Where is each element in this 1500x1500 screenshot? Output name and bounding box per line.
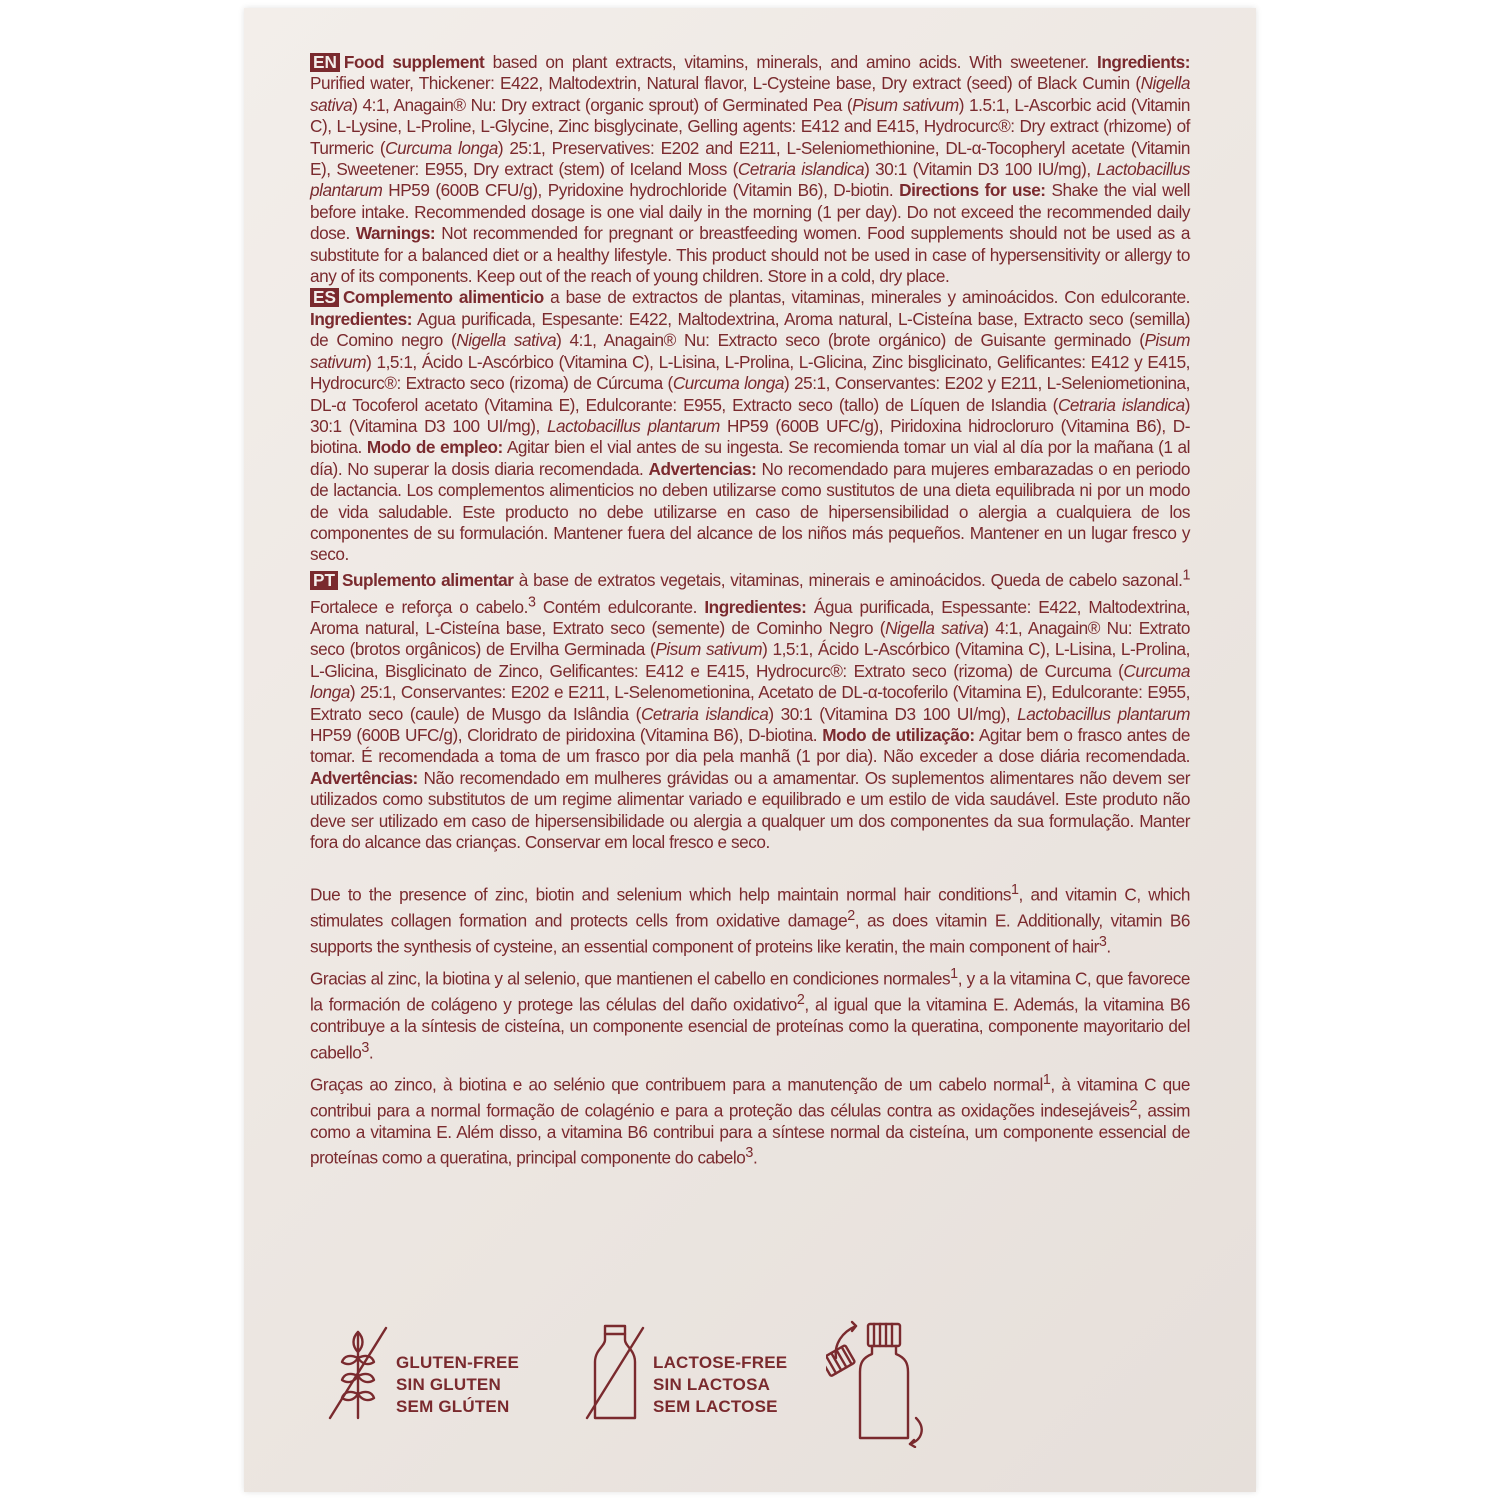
claim-pt xyxy=(310,1070,1190,1170)
italic-species-name: Nigella sativa xyxy=(885,618,984,639)
bold-heading: Food supplement xyxy=(343,52,485,72)
italic-species-name: Cetraria islandica xyxy=(640,703,769,724)
text-run: ) 1,5:1, Ácido L-Ascórbico (Vitamina C), L-Lisina, L-Prolina, L-Glicina, Bisglicinato de Zinco, Gelificantes: E412 e E415, Hydrocurc®: Extrato seco (rizoma) de Curcuma ( xyxy=(310,639,1190,681)
lactose-free-label-pt: SEM LACTOSE xyxy=(653,1397,778,1416)
bold-heading: Ingredientes: xyxy=(704,596,807,617)
text-run: à base de extratos vegetais, vitaminas, minerais e aminoácidos. Queda de cabelo sazonal. xyxy=(513,570,1183,591)
section-pt-text xyxy=(310,567,1191,853)
text-run: Agua purificada, Espesante: E422, Maltodextrina, Aroma natural, L-Cisteína base, Extracto seco (semilla) de Comino negro ( xyxy=(310,308,1190,351)
text-run: , à vitamina C que contribui para a normal formação de colagénio e para a proteção das células contra as oxidações indesejáveis xyxy=(310,1074,1190,1121)
text-run: . xyxy=(752,1148,758,1169)
italic-species-name: Pisum sativum xyxy=(310,330,1191,372)
text-run: Due to the presence of zinc, biotin and selenium which help maintain normal hair conditions xyxy=(310,884,1011,905)
italic-species-name: Cetraria islandica xyxy=(737,159,865,180)
italic-species-name: Lactobacillus plantarum xyxy=(310,159,1190,201)
italic-species-name: Lactobacillus plantarum xyxy=(546,415,720,436)
footnote-ref: 3 xyxy=(527,593,536,610)
bold-heading: Ingredientes: xyxy=(310,308,413,329)
text-run: a base de extractos de plantas, vitaminas, minerales y aminoácidos. Con edulcorante. xyxy=(543,287,1190,308)
text-run: , assim como a vitamina E. Além disso, a vitamina B6 contribui para a síntese normal da cisteína, um componente essencial de proteínas como a queratina, principal componente do cabelo xyxy=(310,1100,1190,1169)
text-run: , al igual que la vitamina E. Además, la vitamina B6 contribuye a la síntesis de cisteína, un componente esencial de proteínas como la queratina, componente mayoritario del cabello xyxy=(310,994,1191,1063)
bold-heading: Ingredients: xyxy=(1097,52,1190,72)
bold-heading: Modo de empleo: xyxy=(366,437,503,458)
text-run: No recomendado para mujeres embarazadas o en periodo de lactancia. Los complementos alimenticios no deben utilizarse como sustitutos de una dieta equilibrada ni por un modo de vida saludable. Este producto no debe utilizarse en caso de hipersensibilidad o alergia a cualquiera de los componentes de su formulación. Mantener fuera del alcance de los niños más pequeños. Mantener en un lugar fresco y seco. xyxy=(310,458,1190,565)
italic-species-name: Curcuma longa xyxy=(672,373,784,394)
bold-heading: Complemento alimenticio xyxy=(342,287,544,308)
italic-species-name: Nigella sativa xyxy=(456,330,557,351)
text-run: , and vitamin C, which stimulates collagen formation and protects cells from oxidative damage xyxy=(310,884,1190,931)
text-run: ) 1.5:1, L-Ascorbic acid (Vitamin C), L-Lysine, L-Proline, L-Glycine, Zinc bisglycinate, Gelling agents: E412 and E415, Hydrocurc®: Dry extract (rhizome) of Turmeric ( xyxy=(310,94,1190,158)
footnote-ref: 1 xyxy=(1010,881,1019,898)
lactose-free-bottle-icon xyxy=(583,1318,647,1428)
lactose-free-label-es: SIN LACTOSA xyxy=(653,1375,771,1394)
label-text xyxy=(310,52,1190,1176)
gluten-free-label-es: SIN GLUTEN xyxy=(396,1375,501,1394)
text-run: ) 25:1, Preservatives: E202 and E211, L-Seleniomethionine, DL-α-Tocopheryl acetate (Vitamin E), Sweetener: E955, Dry extract (stem) of Iceland Moss ( xyxy=(310,137,1191,180)
footnote-ref: 2 xyxy=(796,992,805,1009)
text-run: Not recommended for pregnant or breastfeeding women. Food supplements should not be used as a substitute for a balanced diet or a healthy lifestyle. This product should not be used in case of hypersensitivity or allergy to any of its components. Keep out of the reach of young children. Store in a cold, dry place. xyxy=(310,223,1190,287)
text-run: based on plant extracts, vitamins, minerals, and amino acids. With sweetener. xyxy=(484,52,1098,72)
footnote-ref: 2 xyxy=(1129,1097,1138,1114)
gluten-free-labels xyxy=(396,1352,519,1418)
text-run: ) 1,5:1, Ácido L-Ascórbico (Vitamina C), L-Lisina, L-Prolina, L-Glicina, Zinc bisglicinato, Gelificantes: E412 y E415, Hydrocurc®: Extracto seco (rizoma) de Cúrcuma ( xyxy=(310,351,1190,394)
text-run: ) 30:1 (Vitamin D3 100 IU/mg), xyxy=(864,159,1097,180)
text-run: , y a la vitamina C, que favorece la formación de colágeno y protege las células del daño oxidativo xyxy=(310,968,1191,1015)
italic-species-name: Lactobacillus plantarum xyxy=(1017,703,1191,724)
text-run: ) 4:1, Anagain® Nu: Extracto seco (brote orgánico) de Guisante germinado ( xyxy=(556,330,1145,351)
health-claims xyxy=(310,880,1190,1170)
italic-species-name: Nigella sativa xyxy=(310,73,1190,115)
footnote-ref: 1 xyxy=(1182,567,1190,584)
bold-heading: Advertencias: xyxy=(648,458,757,479)
footnote-ref: 1 xyxy=(1042,1071,1051,1088)
text-run: HP59 (600B UFC/g), Piridoxina hidrocloruro (Vitamina B6), D-biotina. xyxy=(310,415,1190,458)
text-run: Gracias al zinc, la biotina y al selenio, que mantienen el cabello en condiciones normales xyxy=(310,968,951,989)
text-run: Agitar bem o frasco antes de tomar. É recomendada a toma de um frasco por dia pela manhã (1 por dia). Não exceder a dose diária recomendada. xyxy=(310,725,1190,767)
product-box-back xyxy=(244,8,1256,1492)
italic-species-name: Pisum sativum xyxy=(655,639,763,660)
bold-heading: Modo de utilização: xyxy=(822,725,975,746)
text-run: Shake the vial well before intake. Recommended dosage is one vial daily in the morning (1 per day). Do not exceed the recommended daily dose. xyxy=(310,180,1190,244)
badge-row xyxy=(326,1318,1176,1458)
text-run: HP59 (600B CFU/g), Pyridoxine hydrochloride (Vitamin B6), D-biotin. xyxy=(382,180,900,201)
lactose-free-labels xyxy=(653,1352,787,1418)
section-es xyxy=(310,287,1190,565)
section-es-text xyxy=(310,287,1190,564)
claim-en xyxy=(310,880,1190,958)
text-run: , as does vitamin E. Additionally, vitamin B6 supports the synthesis of cysteine, an essential component of proteins like keratin, the main component of hair xyxy=(310,910,1190,957)
italic-species-name: Pisum sativum xyxy=(852,94,959,115)
section-en xyxy=(310,52,1190,287)
text-run: ) 4:1, Anagain® Nu: Dry extract (organic sprout) of Germinated Pea ( xyxy=(352,94,853,115)
gluten-free-label-en: GLUTEN-FREE xyxy=(396,1353,520,1372)
footnote-ref: 3 xyxy=(361,1039,369,1056)
section-pt xyxy=(310,566,1190,854)
gluten-free-label-pt: SEM GLÚTEN xyxy=(396,1397,510,1416)
bold-heading: Suplemento alimentar xyxy=(341,570,514,591)
text-run: Contém edulcorante. xyxy=(535,596,705,617)
claim-es xyxy=(310,964,1190,1064)
italic-species-name: Curcuma longa xyxy=(310,660,1190,703)
text-run: . xyxy=(368,1042,374,1063)
text-run: Agitar bien el vial antes de su ingesta. Se recomienda tomar un vial al día por la mañana (1 al día). No superar la dosis diaria recomendada. xyxy=(310,437,1190,479)
text-run: Fortalece e reforça o cabelo. xyxy=(310,596,528,617)
text-run: . xyxy=(1106,936,1111,957)
text-run: Graças ao zinco, à biotina e ao selénio que contribuem para a manutenção de um cabelo normal xyxy=(310,1074,1043,1095)
text-run: ) 25:1, Conservantes: E202 y E211, L-Seleniometionina, DL-α Tocoferol acetato (Vitamina E), Edulcorante: E955, Extracto seco (tallo) de Líquen de Islandia ( xyxy=(310,373,1190,415)
lang-tag-es: ES xyxy=(310,288,339,307)
text-run: ) 30:1 (Vitamina D3 100 UI/mg), xyxy=(768,703,1018,724)
lang-tag-en: EN xyxy=(310,53,340,72)
text-run: ) 25:1, Conservantes: E202 e E211, L-Selenometionina, Acetato de DL-α-tocoferilo (Vitamina E), Edulcorante: E955, Extrato seco (caule) de Musgo da Islândia ( xyxy=(310,682,1190,724)
shake-vial-icon xyxy=(826,1318,936,1448)
bold-heading: Warnings: xyxy=(355,223,436,244)
italic-species-name: Cetraria islandica xyxy=(1057,394,1185,415)
text-run: ) 30:1 (Vitamina D3 100 UI/mg), xyxy=(310,394,1190,436)
footnote-ref: 2 xyxy=(847,907,855,924)
bold-heading: Advertências: xyxy=(310,767,418,788)
italic-species-name: Curcuma longa xyxy=(385,137,498,158)
text-run: Purified water, Thickener: E422, Maltodextrin, Natural flavor, L-Cysteine base, Dry extract (seed) of Black Cumin ( xyxy=(310,73,1141,94)
footnote-ref: 3 xyxy=(1098,933,1107,950)
text-run: Não recomendado em mulheres grávidas ou a amamentar. Os suplementos alimentares não devem ser utilizados como substitutos de um regime alimentar variado e equilibrado e um estilo de vida saudável. Este produto não deve ser utilizado em caso de hipersensibilidade ou alergia a qualquer um dos componentes da sua formulação. Manter fora do alcance das crianças. Conservar em local fresco e seco. xyxy=(310,767,1190,853)
bold-heading: Directions for use: xyxy=(899,180,1046,201)
footnote-ref: 3 xyxy=(745,1145,753,1162)
gluten-free-wheat-icon xyxy=(326,1318,390,1428)
footnote-ref: 1 xyxy=(950,965,958,982)
lang-tag-pt: PT xyxy=(310,571,338,590)
text-run: Água purificada, Espessante: E422, Maltodextrina, Aroma natural, L-Cisteína base, Extrato seco (semente) de Cominho Negro ( xyxy=(310,596,1191,639)
text-run: ) 4:1, Anagain® Nu: Extrato seco (brotos orgânicos) de Ervilha Germinada ( xyxy=(310,618,1190,660)
section-en-text xyxy=(310,52,1190,286)
text-run: HP59 (600B UFC/g), Cloridrato de piridoxina (Vitamina B6), D-biotina. xyxy=(310,725,823,746)
lactose-free-label-en: LACTOSE-FREE xyxy=(653,1353,788,1372)
